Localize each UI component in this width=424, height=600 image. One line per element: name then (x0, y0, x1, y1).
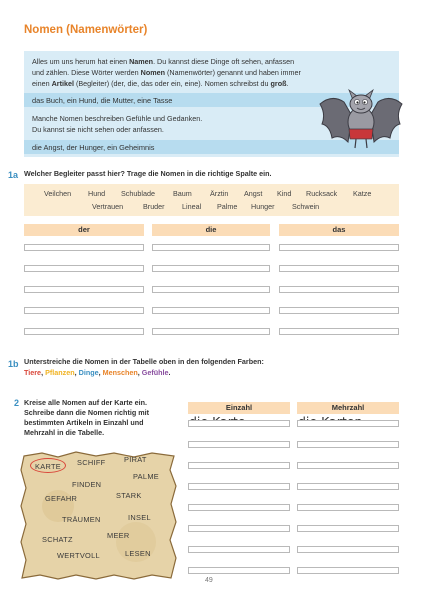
answer-line-das-2[interactable] (279, 265, 399, 272)
info-line-3: einen Artikel (Begleiter) (der, die, das oder ein, eine). Nomen schreibst du groß. (32, 79, 289, 88)
task-1b-number: 1b (8, 359, 19, 369)
map-word-stark[interactable]: STARK (116, 491, 142, 500)
color-menschen: Menschen (102, 368, 138, 377)
answer-line-der-2[interactable] (24, 265, 144, 272)
mehrzahl-line-2[interactable] (297, 441, 399, 448)
mehrzahl-line-1[interactable] (297, 420, 399, 427)
answer-line-der-1[interactable] (24, 244, 144, 251)
color-dinge: Dinge (78, 368, 99, 377)
task-2-line-2: Schreibe dann die Nomen richtig mit (24, 408, 150, 417)
answer-line-das-4[interactable] (279, 307, 399, 314)
answer-line-das-5[interactable] (279, 328, 399, 335)
answer-line-die-5[interactable] (152, 328, 270, 335)
answer-line-der-3[interactable] (24, 286, 144, 293)
word-lineal: Lineal (182, 202, 202, 211)
map-word-schatz[interactable]: SCHATZ (42, 535, 73, 544)
mehrzahl-line-4[interactable] (297, 483, 399, 490)
mehrzahl-line-5[interactable] (297, 504, 399, 511)
example-text-1: das Buch, ein Hund, die Mutter, eine Tasse (32, 96, 173, 105)
word-palme: Palme (217, 202, 238, 211)
map-word-pirat[interactable]: PIRAT (124, 455, 147, 464)
color-pflanzen: Pflanzen (45, 368, 75, 377)
map-word-palme[interactable]: PALME (133, 472, 160, 481)
map-word-schiff[interactable]: SCHIFF (77, 458, 106, 467)
word-baum: Baum (173, 189, 192, 198)
table-header-mehrzahl: Mehrzahl (297, 402, 399, 414)
einzahl-line-6[interactable] (188, 525, 290, 532)
example-text-2: die Angst, der Hunger, ein Geheimnis (32, 143, 155, 152)
task-1a-number: 1a (8, 170, 19, 180)
table-header-einzahl: Einzahl (188, 402, 290, 414)
answer-line-der-4[interactable] (24, 307, 144, 314)
word-aerztin: Ärztin (210, 189, 229, 198)
mehrzahl-line-6[interactable] (297, 525, 399, 532)
word-veilchen: Veilchen (44, 189, 72, 198)
word-rucksack: Rucksack (306, 189, 338, 198)
mehrzahl-line-8[interactable] (297, 567, 399, 574)
mehrzahl-line-3[interactable] (297, 462, 399, 469)
word-katze: Katze (353, 189, 372, 198)
einzahl-line-2[interactable] (188, 441, 290, 448)
info-line-1: Alles um uns herum hat einen Namen. Du kannst diese Dinge oft sehen, anfassen (32, 57, 295, 66)
word-bruder: Bruder (143, 202, 165, 211)
info-line-2: und zählen. Diese Wörter werden Nomen (Namenwörter) genannt und haben immer (32, 68, 301, 77)
word-box (24, 184, 399, 216)
map-word-wertvoll[interactable]: WERTVOLL (57, 551, 100, 560)
word-schublade: Schublade (121, 189, 155, 198)
task-2-number: 2 (14, 398, 20, 408)
task-2-line-4: Mehrzahl in die Tabelle. (24, 428, 105, 437)
map-word-gefahr[interactable]: GEFAHR (45, 494, 78, 503)
task-1a-text: Welcher Begleiter passt hier? Trage die Nomen in die richtige Spalte ein. (24, 169, 272, 178)
bat-illustration (318, 82, 404, 160)
task-2-line-1: Kreise alle Nomen auf der Karte ein. (24, 398, 148, 407)
map-word-karte[interactable]: KARTE (35, 462, 62, 471)
color-gefuehle: Gefühle (141, 368, 169, 377)
mehrzahl-line-7[interactable] (297, 546, 399, 553)
color-tiere: Tiere (24, 368, 42, 377)
map-word-traeumen[interactable]: TRÄUMEN (62, 515, 101, 524)
answer-line-die-1[interactable] (152, 244, 270, 251)
page-title: Nomen (Namenwörter) (24, 24, 148, 36)
task-2-line-3: bestimmten Artikeln in Einzahl und (24, 418, 144, 427)
info-line-4: Manche Nomen beschreiben Gefühle und Gedanken. (32, 114, 203, 123)
word-angst: Angst (244, 189, 263, 198)
map-word-meer[interactable]: MEER (107, 531, 130, 540)
einzahl-line-3[interactable] (188, 462, 290, 469)
answer-line-das-1[interactable] (279, 244, 399, 251)
word-hunger: Hunger (251, 202, 275, 211)
color-legend: Tiere, Pflanzen, Dinge, Menschen, Gefühle. (24, 368, 171, 377)
word-schwein: Schwein (292, 202, 320, 211)
page-number: 49 (205, 577, 213, 584)
einzahl-line-5[interactable] (188, 504, 290, 511)
map-word-finden[interactable]: FINDEN (72, 480, 102, 489)
answer-line-der-5[interactable] (24, 328, 144, 335)
map-word-lesen[interactable]: LESEN (125, 549, 151, 558)
column-header-das: das (279, 224, 399, 236)
answer-line-die-3[interactable] (152, 286, 270, 293)
map-word-insel[interactable]: INSEL (128, 513, 151, 522)
answer-line-das-3[interactable] (279, 286, 399, 293)
einzahl-line-8[interactable] (188, 567, 290, 574)
column-header-der: der (24, 224, 144, 236)
column-header-die: die (152, 224, 270, 236)
answer-line-die-2[interactable] (152, 265, 270, 272)
answer-line-die-4[interactable] (152, 307, 270, 314)
word-kind: Kind (277, 189, 292, 198)
word-vertrauen: Vertrauen (92, 202, 124, 211)
word-hund: Hund (88, 189, 106, 198)
einzahl-line-4[interactable] (188, 483, 290, 490)
einzahl-line-1[interactable] (188, 420, 290, 427)
task-1b-text: Unterstreiche die Nomen in der Tabelle oben in den folgenden Farben: (24, 357, 264, 366)
einzahl-line-7[interactable] (188, 546, 290, 553)
info-line-5: Du kannst sie nicht sehen oder anfassen. (32, 125, 164, 134)
